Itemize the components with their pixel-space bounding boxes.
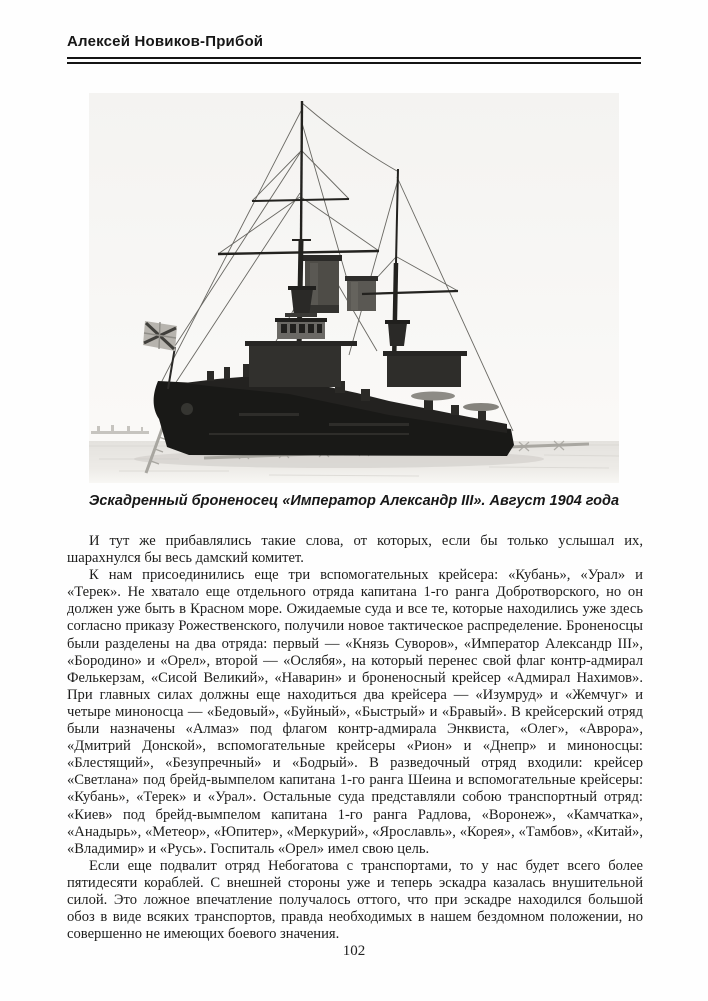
body-text <box>67 533 643 943</box>
paragraph-2: К нам присоединились еще три вспомогательных крейсера: «Кубань», «Урал» и «Терек». Не хватало еще отдельного отряда капитана 1-го ранга Добротворского, но он должен уже быть в Красном море. Ожидаемые суда и все те, которые находились уже здесь согласно приказу Рожественского, получили новое тактическое распределение. Броненосцы были разделены на два отряда: первый — «Князь Суворов», «Император Александр III», «Бородино» и «Орел», второй — «Ослябя», на который перенес свой флаг контр-адмирал Фелькерзам, «Сисой Великий», «Наварин» и броненосный крейсер «Адмирал Нахимов». При главных силах должны еще находиться два крейсера — «Изумруд» и «Жемчуг» и четыре миноносца — «Бедовый», «Буйный», «Быстрый» и «Бравый». В крейсерский отряд были назначены «Алмаз» под флагом контр-адмирала Энквиста, «Олег», «Аврора», «Дмитрий Донской», вспомогательные крейсеры «Рион» и «Днепр» и миноносцы: «Блестящий», «Безупречный» и «Бодрый». В разведочный отряд входили: крейсер «Светлана» под брейд-вымпелом капитана 1-го ранга Шеина и вспомогательные крейсеры: «Кубань», «Терек» и «Урал». Остальные суда представляли собою транспортный отряд: «Киев» под брейд-вымпелом капитана 1-го ранга Радлова, «Воронеж», «Камчатка», «Анадырь», «Метеор», «Юпитер», «Меркурий», «Ярославль», «Корея», «Тамбов», «Китай», «Владимир» и «Русь». Госпиталь «Орел» имел свою цель. <box>67 567 643 857</box>
running-header-author: Алексей Новиков-Прибой <box>67 33 264 50</box>
photo-caption: Эскадренный броненосец «Император Александр III». Август 1904 года <box>88 493 620 509</box>
battleship-photo <box>89 93 619 483</box>
page-number: 102 <box>342 943 366 959</box>
paragraph-3: Если еще подвалит отряд Небогатова с транспортами, то у нас будет всего более пятидесяти кораблей. С внешней стороны уже и теперь эскадра казалась внушительной силой. Это ложное впечатление получалось оттого, что при эскадре находился большой обоз в виде всяких транспортов, правда необходимых в нашем бездомном положении, но совершенно не имеющих боевого значения. <box>67 857 643 943</box>
header-double-rule <box>67 57 641 64</box>
battleship-photo-illustration <box>89 93 619 483</box>
paragraph-1: И тут же прибавлялись такие слова, от которых, если бы только услышал их, шарахнулся бы весь дамский комитет. <box>67 533 643 567</box>
